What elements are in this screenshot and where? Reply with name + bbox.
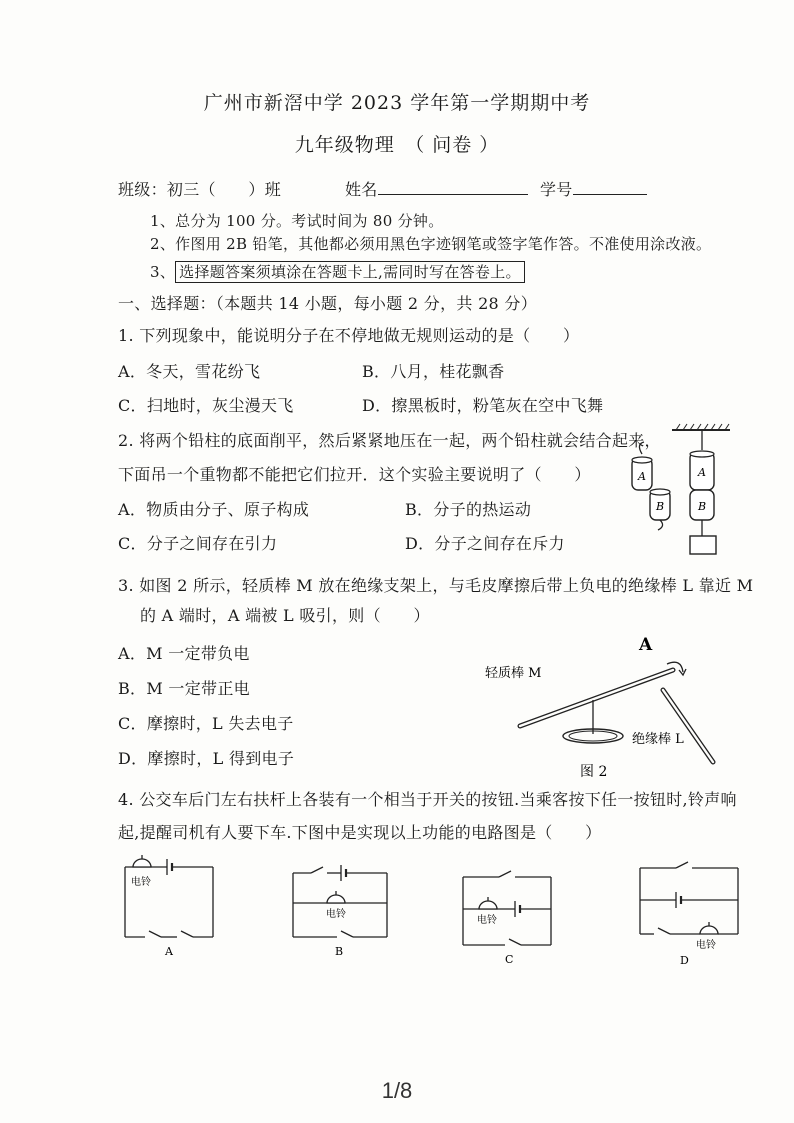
instruction-2: 2、作图用 2B 铅笔，其他都必须用黑色字迹钢笔或签字笔作答。不准使用涂改液。 [150,235,712,253]
circuit-c-label: C [505,953,514,966]
name-blank[interactable] [378,178,528,195]
circuit-b-label: B [335,945,344,958]
rod-figure [475,630,730,785]
q2-stem-line1: 2. 将两个铅柱的底面削平，然后紧紧地压在一起，两个铅柱就会结合起来， [118,431,661,450]
q2-option-a[interactable]: A．物质由分子、原子构成 [118,500,310,519]
q2-option-c[interactable]: C．分子之间存在引力 [118,534,278,553]
q4-stem-line1: 4. 公交车后门左右扶杆上各装有一个相当于开关的按钮.当乘客按下任一按钮时,铃声响 [118,790,737,809]
circuit-c-bell-label: 电铃 [477,915,497,926]
instruction-3-boxed: 选择题答案须填涂在答题卡上,需同时写在答卷上。 [175,261,525,283]
class-label: 班级：初三（ ）班 [118,180,282,199]
fig2-left-label-a: A [638,470,646,483]
circuit-a-bell-label: 电铃 [131,877,151,888]
page-number: 1/8 [381,1078,413,1103]
q1-option-a[interactable]: A．冬天，雪花纷飞 [118,362,261,381]
q2-stem-line2: 下面吊一个重物都不能把它们拉开．这个实验主要说明了（ ） [118,465,591,484]
circuit-a[interactable] [115,845,225,960]
instruction-1: 1、总分为 100 分。考试时间为 80 分钟。 [150,212,444,230]
q1-option-d[interactable]: D．擦黑板时，粉笔灰在空中飞舞 [362,396,604,415]
circuit-a-label: A [165,945,173,958]
q3-option-a[interactable]: A．M 一定带负电 [118,644,250,663]
q3-option-c[interactable]: C．摩擦时，L 失去电子 [118,714,294,733]
q3-stem-line2: 的 A 端时，A 端被 L 吸引，则（ ） [140,606,430,625]
circuit-d-bell-label: 电铃 [696,940,716,951]
q3-option-d[interactable]: D．摩擦时，L 得到电子 [118,749,295,768]
name-label: 姓名 [345,180,378,199]
fig3-caption: 图 2 [580,764,608,780]
q4-stem-line2: 起,提醒司机有人要下车.下图中是实现以上功能的电路图是（ ） [118,823,602,842]
class-field [118,177,281,200]
id-field [540,177,647,200]
q3-stem-line1: 3. 如图 2 所示，轻质棒 M 放在绝缘支架上，与毛皮摩擦后带上负电的绝缘棒 L 靠近 M [118,576,754,595]
circuit-d-label: D [680,954,689,967]
id-blank[interactable] [573,178,647,195]
q1-stem: 1. 下列现象中，能说明分子在不停地做无规则运动的是（ ） [118,326,580,345]
exam-subtitle: 九年级物理 （ 问卷 ） [294,134,500,156]
id-label: 学号 [540,180,573,199]
exam-title: 广州市新滘中学 2023 学年第一学期期中考 [203,92,591,114]
circuit-b[interactable] [285,845,395,960]
section-heading: 一、选择题：（本题共 14 小题，每小题 2 分，共 28 分） [118,294,538,313]
fig3-label-m: 轻质棒 M [485,666,542,681]
name-field [345,177,528,200]
fig2-left-label-b: B [656,500,665,513]
circuit-c[interactable] [455,855,565,970]
circuit-d[interactable] [632,850,747,970]
circuit-b-bell-label: 电铃 [326,909,346,920]
q1-option-b[interactable]: B．八月，桂花飘香 [362,362,505,381]
lead-cylinders-figure [620,422,735,557]
q3-option-b[interactable]: B．M 一定带正电 [118,679,250,698]
instruction-3: 3、 选择题答案须填涂在答题卡上,需同时写在答卷上。 [150,261,525,282]
q1-option-c[interactable]: C．扫地时，灰尘漫天飞 [118,396,294,415]
q2-option-d[interactable]: D．分子之间存在斥力 [405,534,565,553]
fig3-label-a: A [639,635,653,655]
fig2-right-label-a: A [698,466,706,479]
q2-option-b[interactable]: B．分子的热运动 [405,500,532,519]
fig3-label-l: 绝缘棒 L [632,732,684,747]
fig2-right-label-b: B [698,500,707,513]
